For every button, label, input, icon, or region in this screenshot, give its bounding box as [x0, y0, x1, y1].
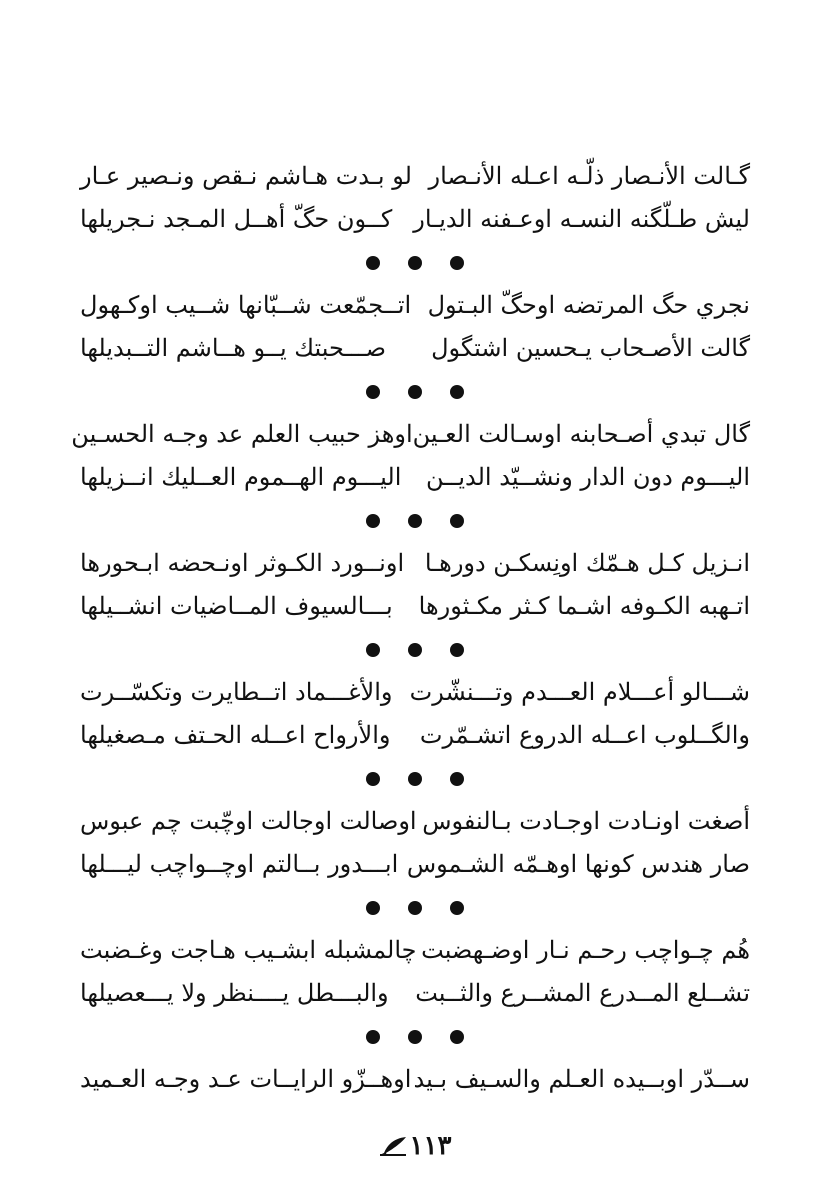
stanza [80, 929, 750, 1015]
first-hemistich: ليش طـلّگنه النسـه اوعـفنه الديـار [413, 205, 750, 233]
verse-line [80, 542, 750, 585]
separator-dot-icon [450, 772, 464, 786]
stanza-separator [80, 370, 750, 413]
first-hemistich: شـــالو أعـــلام العـــدم وتـــنشّرت [409, 678, 750, 706]
stanza-separator [80, 886, 750, 929]
verse-line [80, 800, 750, 843]
stanza-separator [80, 757, 750, 800]
second-hemistich: اتــجمّعت شــبّانها شــيب اوكـهول [80, 291, 412, 319]
first-hemistich: اليـــوم دون الدار ونشــيّد الديــن [426, 463, 750, 491]
verse-line [80, 456, 750, 499]
second-hemistich: اونــورد الكـوثر اونـحضه ابـحورها [80, 549, 405, 577]
verse-line [80, 585, 750, 628]
first-hemistich: هُم چـواچب رحـم نـار اوضـهضبت [421, 936, 750, 964]
stanza-separator [80, 628, 750, 671]
stanza [80, 800, 750, 886]
verse-line [80, 284, 750, 327]
separator-dot-icon [450, 385, 464, 399]
second-hemistich: اوهــزّو الرايــات عـد وجـه العـميد [80, 1065, 412, 1093]
stanza [80, 542, 750, 628]
separator-dot-icon [450, 643, 464, 657]
separator-dot-icon [408, 256, 422, 270]
separator-dot-icon [366, 772, 380, 786]
first-hemistich: تشــلع المــدرع المشــرع والثــبت [415, 979, 750, 1007]
separator-dot-icon [366, 514, 380, 528]
verse-line [80, 714, 750, 757]
second-hemistich: اوهز حبيب العلم عد وجـه الحسـين [71, 420, 413, 448]
verse-line [80, 929, 750, 972]
first-hemistich: والگــلوب اعــله الدروع اتشـمّرت [419, 721, 750, 749]
verse-line [80, 198, 750, 241]
stanza-separator [80, 1015, 750, 1058]
separator-dot-icon [366, 385, 380, 399]
separator-dot-icon [408, 643, 422, 657]
first-hemistich: انـزيل كـل هـمّك اونِسكـن دورهـا [424, 549, 750, 577]
separator-dot-icon [408, 901, 422, 915]
second-hemistich: بـــالسيوف المــاضيات انشــيلها [80, 592, 393, 620]
verse-line [80, 671, 750, 714]
stanza [80, 671, 750, 757]
separator-dot-icon [450, 901, 464, 915]
first-hemistich: گـالت الأنـصار ذلّـه اعـله الأنـصار [428, 162, 750, 190]
separator-dot-icon [366, 1030, 380, 1044]
separator-dot-icon [366, 256, 380, 270]
separator-dot-icon [450, 1030, 464, 1044]
separator-dot-icon [408, 514, 422, 528]
stanza [80, 155, 750, 241]
second-hemistich: چالمشبله ابشـيب هـاجت وغـضبت [80, 936, 417, 964]
stanza [71, 413, 750, 499]
second-hemistich: صـــحبتك يــو هــاشم التــبديلها [80, 334, 386, 362]
second-hemistich: والأرواح اعــله الحـتف مـصغيلها [80, 721, 391, 749]
stanza-separator [80, 499, 750, 542]
verse-line [80, 843, 750, 886]
second-hemistich: اليـــوم الهــموم العــليك انــزيلها [80, 463, 402, 491]
page-number: ١١٣ [409, 1131, 452, 1161]
separator-dot-icon [408, 385, 422, 399]
first-hemistich: أصغت اونـادت اوجـادت بـالنفوس [422, 807, 750, 835]
separator-dot-icon [366, 643, 380, 657]
verse-line [80, 1058, 750, 1101]
verse-line [80, 972, 750, 1015]
second-hemistich: كــون حگّ أهــل المـجد نـجريلها [80, 205, 393, 233]
first-hemistich: گالت الأصـحاب يـحسين اشتگول [431, 334, 750, 362]
stanza [80, 284, 750, 370]
second-hemistich: ابـــدور بــالتم اوچــواچب ليـــلها [80, 850, 399, 878]
stanza-separator [80, 241, 750, 284]
second-hemistich: والبـــطل يــــنظر ولا يـــعصيلها [80, 979, 389, 1007]
separator-dot-icon [408, 772, 422, 786]
verse-line [80, 155, 750, 198]
quill-icon [378, 1135, 408, 1157]
verse-line [80, 327, 750, 370]
separator-dot-icon [408, 1030, 422, 1044]
separator-dot-icon [450, 256, 464, 270]
second-hemistich: والأغـــماد اتــطايرت وتكسّــرت [80, 678, 393, 706]
second-hemistich: لو بـدت هـاشم نـقص ونـصير عـار [80, 162, 412, 190]
first-hemistich: گال تبدي أصـحابنه اوسـالت العـين [412, 420, 750, 448]
poem-body [71, 155, 750, 1101]
first-hemistich: نجري حگ المرتضه اوحگّ البـتول [427, 291, 750, 319]
first-hemistich: ســدّر اوبــيده العـلم والسـيف بـيد [413, 1065, 750, 1093]
first-hemistich: صار هندس كونها اوهـمّه الشـموس [406, 850, 750, 878]
stanza [80, 1058, 750, 1101]
verse-line [71, 413, 750, 456]
second-hemistich: اوصالت اوجالت اوچّبت چم عبوس [80, 807, 417, 835]
separator-dot-icon [450, 514, 464, 528]
page-footer [0, 1128, 829, 1164]
first-hemistich: اتـهبه الكـوفه اشـما كـثر مكـثورها [418, 592, 750, 620]
separator-dot-icon [366, 901, 380, 915]
